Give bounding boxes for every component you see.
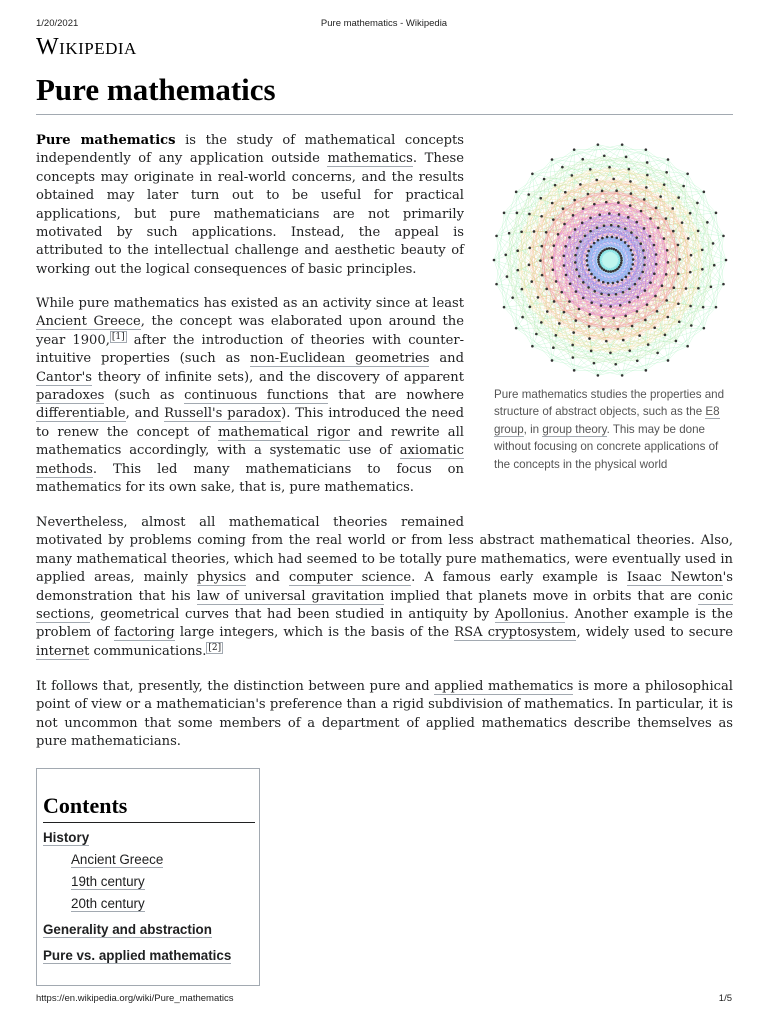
print-header bbox=[36, 18, 732, 30]
link-ancient-greece[interactable]: Ancient Greece bbox=[36, 314, 141, 330]
toc-item-label: Pure vs. applied mathematics bbox=[43, 948, 232, 963]
text: Nevertheless, almost all mathematical theories remained bbox=[36, 515, 464, 530]
print-page-number: 1/5 bbox=[718, 993, 732, 1004]
wikipedia-wordmark-text: Wikipedia bbox=[36, 34, 137, 60]
paragraph-intro bbox=[36, 132, 464, 279]
link-factoring[interactable]: factoring bbox=[114, 625, 175, 641]
title-divider bbox=[36, 114, 733, 115]
print-footer bbox=[36, 993, 732, 1005]
reference-2[interactable] bbox=[206, 642, 223, 654]
text: Pure mathematics studies the properties and structure of abstract objects, such as the bbox=[494, 388, 725, 419]
link-apollonius[interactable]: Apollonius bbox=[494, 607, 565, 623]
text: and bbox=[429, 351, 464, 367]
text: is the study of mathematical concepts independently of any application outside bbox=[36, 133, 464, 167]
text: (such as bbox=[104, 388, 185, 404]
link-cantor[interactable]: Cantor's bbox=[36, 369, 92, 385]
page-title: Pure mathematics bbox=[36, 72, 276, 107]
bold-term: Pure mathematics bbox=[36, 133, 176, 148]
text: that are nowhere bbox=[328, 388, 464, 404]
reference-2-label: [2] bbox=[208, 642, 222, 653]
link-axiomatic-methods[interactable]: axiomatic methods bbox=[36, 443, 464, 477]
wikipedia-wordmark[interactable] bbox=[36, 34, 137, 61]
link-mathematical-rigor[interactable]: mathematical rigor bbox=[218, 424, 350, 440]
link-e8-group[interactable]: E8 group bbox=[494, 405, 720, 436]
toc-item-label: 20th century bbox=[71, 896, 145, 911]
text: implied that planets move in orbits that are bbox=[384, 588, 698, 604]
text: . This led many mathematicians to focus on mathematics for its own sake, that is, pure mathematics. bbox=[36, 461, 464, 496]
link-russells-paradox[interactable]: Russell's paradox bbox=[164, 406, 282, 422]
text: , in bbox=[523, 422, 543, 436]
toc-item-pure-vs-applied[interactable] bbox=[43, 945, 253, 967]
reference-1[interactable] bbox=[110, 331, 127, 343]
toc-item-19th-century[interactable] bbox=[43, 871, 253, 893]
toc-item-label: Generality and abstraction bbox=[43, 922, 212, 937]
figure-caption bbox=[494, 386, 734, 473]
text: . These concepts may originate in real-world concerns, and the results obtained may later turn out to be useful for practical applications, but pure mathematicians are not primarily motivated by such applications. Instead, the appeal is attributed to the intellectual challenge and aesthetic beauty of working out the logical consequences of basic principles. bbox=[36, 151, 464, 277]
text: . This may be done without focusing on concrete applications of the concepts in the physical world bbox=[494, 422, 719, 471]
link-rsa-cryptosystem[interactable]: RSA cryptosystem bbox=[454, 625, 577, 641]
text: 's demonstration that his bbox=[36, 570, 733, 604]
link-computer-science[interactable]: computer science bbox=[288, 570, 412, 586]
table-of-contents bbox=[36, 768, 260, 986]
text: While pure mathematics has existed as an activity since at least bbox=[36, 296, 464, 311]
text: is more a philosophical point of view or a mathematician's preference than a rigid subdivision of mathematics. In particular, it is not uncommon that some members of a department of applied mathematics describe themselves as pure mathematicians. bbox=[36, 679, 733, 750]
text: . Another example is the problem of bbox=[36, 607, 733, 641]
toc-item-history[interactable] bbox=[43, 827, 253, 849]
text: ). This introduced the need to renew the concept of bbox=[36, 406, 464, 440]
text: . A famous early example is bbox=[411, 570, 627, 586]
text: theory of infinite sets), and the discovery of apparent bbox=[91, 369, 464, 385]
print-date: 1/20/2021 bbox=[36, 18, 79, 29]
link-differentiable[interactable]: differentiable bbox=[36, 406, 126, 422]
toc-item-generality-and-abstraction[interactable] bbox=[43, 919, 253, 941]
link-non-euclidean-geometries[interactable]: non-Euclidean geometries bbox=[250, 351, 430, 367]
link-conic-sections[interactable]: conic sections bbox=[36, 588, 734, 623]
paragraph-distinction bbox=[36, 678, 733, 752]
text: , and bbox=[125, 406, 165, 422]
toc-title: Contents bbox=[43, 793, 255, 823]
link-applied-mathematics[interactable]: applied mathematics bbox=[434, 679, 574, 694]
toc-item-label: Ancient Greece bbox=[71, 852, 164, 867]
print-page-title: Pure mathematics - Wikipedia bbox=[320, 18, 448, 29]
text: large integers, which is the basis of the bbox=[174, 625, 455, 641]
text: , geometrical curves that had been studied in antiquity by bbox=[90, 607, 495, 623]
text: and rewrite all mathematics accordingly, with a systematic use of bbox=[36, 424, 464, 459]
print-url: https://en.wikipedia.org/wiki/Pure_mathematics bbox=[36, 993, 234, 1004]
link-universal-gravitation[interactable]: law of universal gravitation bbox=[196, 588, 385, 604]
paragraph-applications bbox=[36, 514, 733, 661]
text: , widely used to secure bbox=[576, 625, 734, 641]
link-continuous-functions[interactable]: continuous functions bbox=[184, 388, 329, 404]
text: It follows that, presently, the distinction between pure and bbox=[36, 679, 435, 694]
e8-group-image[interactable] bbox=[490, 140, 730, 380]
text: , the concept was elaborated upon around the year 1900, bbox=[36, 314, 464, 348]
text: communications. bbox=[89, 643, 207, 659]
link-paradoxes[interactable]: paradoxes bbox=[36, 388, 105, 404]
toc-list bbox=[43, 827, 253, 967]
link-physics[interactable]: physics bbox=[197, 570, 247, 586]
link-mathematics[interactable]: mathematics bbox=[327, 151, 413, 167]
toc-item-20th-century[interactable] bbox=[43, 893, 253, 915]
text: after the introduction of theories with counter-intuitive properties (such as bbox=[36, 332, 464, 367]
link-group-theory[interactable]: group theory bbox=[542, 422, 607, 436]
e8-center bbox=[602, 252, 618, 268]
link-internet[interactable]: internet bbox=[36, 643, 90, 659]
paragraph-history bbox=[36, 295, 464, 497]
toc-item-ancient-greece[interactable] bbox=[43, 849, 253, 871]
toc-item-label: 19th century bbox=[71, 874, 145, 889]
text: motivated by problems coming from the real world or from less abstract mathematical theories. Also, many mathematical theories, which had seemed to be totally pure mathematics, were eventually used in applied areas, mainly bbox=[36, 533, 733, 586]
reference-1-label: [1] bbox=[111, 331, 125, 342]
toc-item-label: History bbox=[43, 830, 90, 845]
text: and bbox=[246, 570, 289, 586]
figure-e8-group bbox=[488, 140, 734, 473]
link-isaac-newton[interactable]: Isaac Newton bbox=[626, 570, 723, 586]
